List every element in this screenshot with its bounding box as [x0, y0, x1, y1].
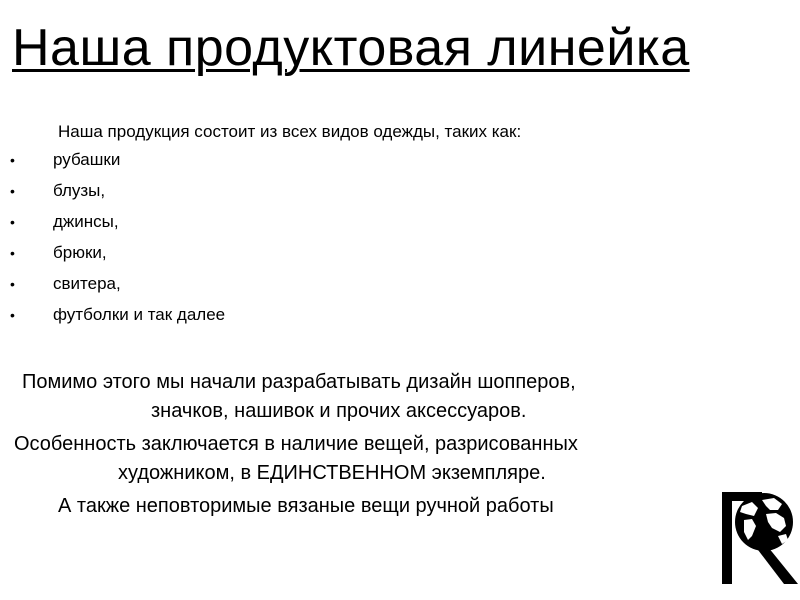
- paragraph-handmade: А также неповторимые вязаные вещи ручной работы: [58, 495, 554, 517]
- intro-text: Наша продукция состоит из всех видов одежды, таких как:: [58, 122, 522, 141]
- bullet-icon: •: [10, 245, 15, 261]
- list-item-text: свитера,: [53, 274, 121, 293]
- list-item-text: брюки,: [53, 243, 107, 262]
- bullet-icon: •: [10, 183, 15, 199]
- list-item-text: блузы,: [53, 181, 106, 200]
- bullet-icon: •: [10, 307, 15, 323]
- bullet-icon: •: [10, 276, 15, 292]
- slide-title: Наша продуктовая линейка: [12, 19, 690, 77]
- list-item-text: рубашки: [53, 150, 121, 169]
- paragraph-accessories-line-1: Помимо этого мы начали разрабатывать дизайн шопперов,: [22, 371, 576, 393]
- list-item-text: футболки и так далее: [53, 305, 226, 324]
- paragraph-accessories-line-2: значков, нашивок и прочих аксессуаров.: [151, 400, 527, 422]
- bullet-icon: •: [10, 152, 15, 168]
- list-item-text: джинсы,: [53, 212, 119, 231]
- globe-r-logo-icon: [722, 492, 798, 584]
- bullet-icon: •: [10, 214, 15, 230]
- paragraph-unique-line-1: Особенность заключается в наличие вещей, разрисованных: [14, 433, 578, 455]
- paragraph-unique-line-2: художником, в ЕДИНСТВЕННОМ экземпляре.: [118, 462, 546, 484]
